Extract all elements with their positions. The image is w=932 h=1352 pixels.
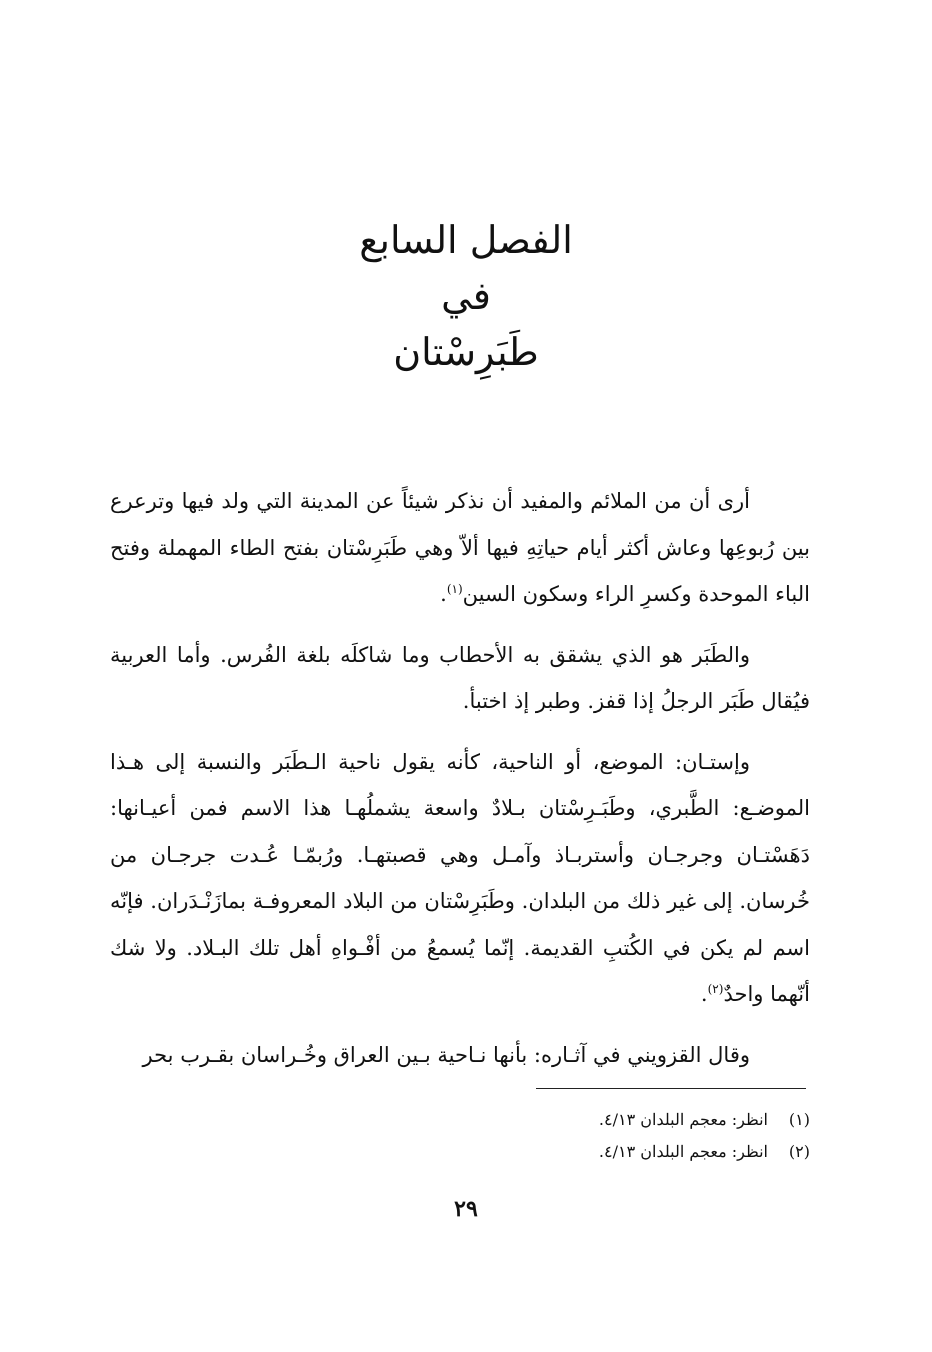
paragraph-text: وقال القزويني في آثـاره: بأنها نـاحية بـين العراق وخُـراسان بقـرب بحر	[142, 1042, 750, 1067]
footnote	[110, 1136, 810, 1168]
paragraph	[110, 478, 810, 618]
footnote-number: (١)	[788, 1110, 810, 1129]
paragraph	[110, 632, 810, 725]
footnote	[110, 1104, 810, 1136]
paragraph-text: وإستـان: الموضع، أو الناحية، كأنه يقول ناحية الـطَبَر والنسبة إلى هـذا الموضـع: الطَّبري، وطَبَـرِسْتان بـلادٌ واسعة يشملُهـا هذا الاسم فمن أعيـانها: دَهَسْتـان وجرجـان وأستربـاذ وآمـل وهي قصبتهـا. ورُبمّـا عُـدت جرجـان من خُرسان. إلى غير ذلك من البلدان. وطَبَرِسْتان من البلاد المعروفـة بمازَنْـدَران. فإنّه اسم لم يكن في الكُتبِ القديمة. إنّما يُسمعُ من أفْـواهِ أهل تلك البـلاد. ولا شك أنّهما واحدٌ	[110, 749, 810, 1006]
paragraph-tail: .	[700, 982, 708, 1006]
paragraph-text: والطَبَر هو الذي يشقق به الأحطاب وما شاكلَه بلغة الفُرس. وأما العربية فيُقال طَبَر الرجلُ إذا قفز. وطبر إذ اختبأ.	[110, 642, 810, 713]
paragraph-tail: .	[440, 582, 447, 606]
paragraph-text: أرى أن من الملائم والمفيد أن نذكر شيئاً عن المدينة التي ولد فيها وترعرع بين رُبوعِها وعاش أكثر أيام حياتِهِ فيها ألاّ وهي طَبَرِسْتان بفتح الطاء المهملة وفتح الباء الموحدة وكسرِ الراء وسكون السين	[110, 489, 810, 606]
body-text	[110, 478, 810, 1092]
paragraph	[110, 739, 810, 1018]
chapter-title-place-name: طَبَرِسْتان	[393, 330, 539, 374]
footnote-divider	[536, 1088, 806, 1089]
footnote-number: (٢)	[788, 1142, 810, 1161]
footnote-text: انظر: معجم البلدان ٤/١٣.	[598, 1110, 768, 1129]
paragraph	[110, 1032, 810, 1079]
chapter-heading	[0, 212, 932, 380]
chapter-title-preposition: في	[441, 274, 491, 318]
footnote-reference: (٢)	[707, 982, 724, 996]
chapter-title-line: الفصل السابع	[359, 218, 573, 262]
footnote-text: انظر: معجم البلدان ٤/١٣.	[598, 1142, 768, 1161]
footnote-reference: (١)	[446, 582, 463, 596]
page-number: ٢٩	[454, 1196, 478, 1222]
footnotes	[110, 1104, 810, 1168]
